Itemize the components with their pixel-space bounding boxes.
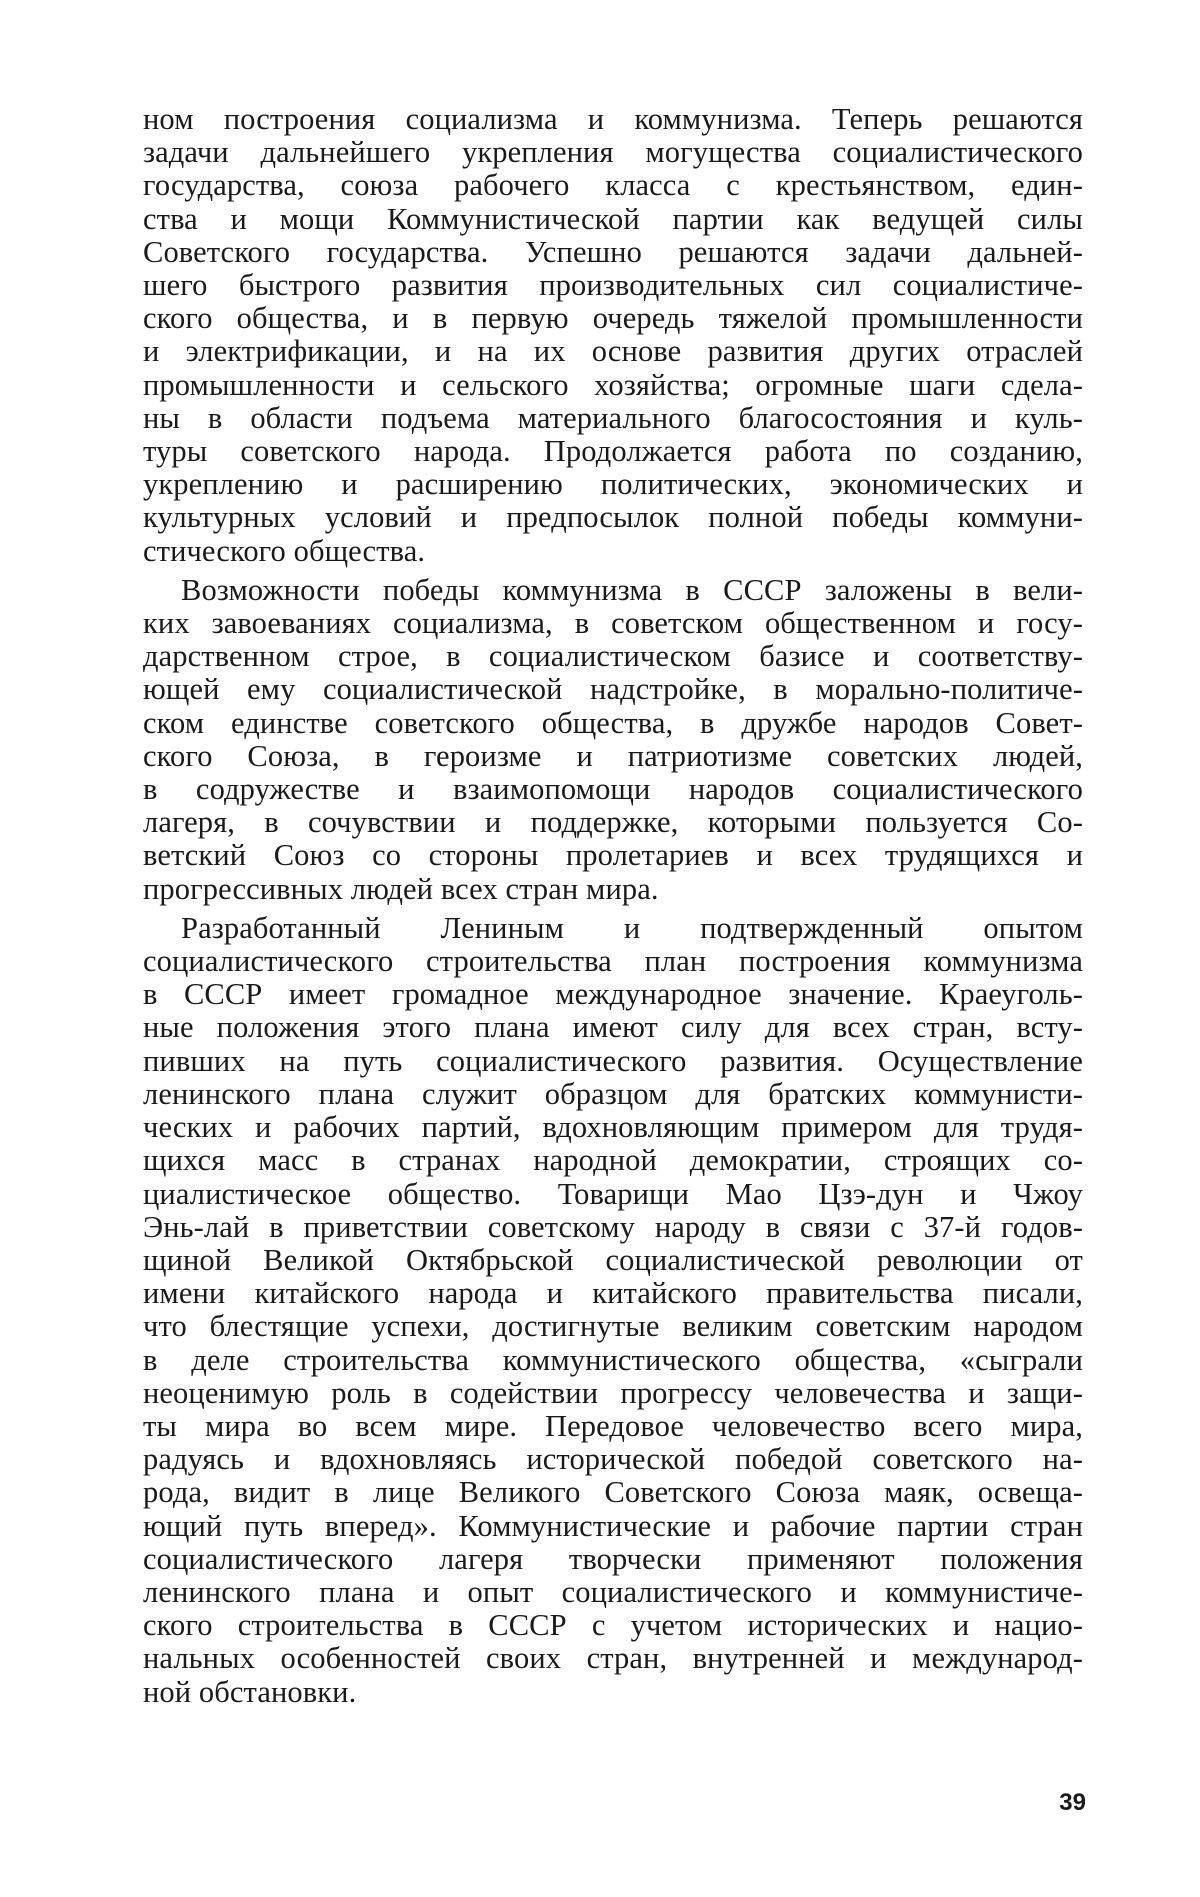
text-line: в СССР имеет громадное международное значение. Краеуголь- bbox=[143, 977, 1083, 1012]
text-line: ском единстве советского общества, в дружбе народов Совет- bbox=[143, 705, 1083, 740]
text-line: Возможности победы коммунизма в СССР заложены в вели- bbox=[181, 572, 1083, 607]
text-line: ные положения этого плана имеют силу для всех стран, всту- bbox=[143, 1010, 1083, 1045]
paragraph-3 bbox=[143, 912, 1083, 1709]
text-line: пивших на путь социалистического развития. Осуществление bbox=[143, 1043, 1083, 1078]
text-line: Разработанный Лениным и подтвержденный опытом bbox=[181, 910, 1083, 945]
text-line: ны в области подъема материального благосостояния и куль- bbox=[143, 400, 1083, 435]
text-line: ющий путь вперед». Коммунистические и рабочие партии стран bbox=[143, 1508, 1083, 1543]
text-line: щихся масс в странах народной демократии, строящих со- bbox=[143, 1143, 1083, 1178]
text-line: ского общества, и в первую очередь тяжелой промышленности bbox=[143, 301, 1083, 336]
paragraph-2 bbox=[143, 574, 1083, 906]
text-line: дарственном строе, в социалистическом базисе и соответству- bbox=[143, 639, 1083, 674]
text-line: стического общества. bbox=[143, 533, 426, 568]
text-line: культурных условий и предпосылок полной победы коммуни- bbox=[143, 500, 1083, 535]
paragraph-1 bbox=[143, 103, 1083, 568]
text-line: государства, союза рабочего класса с крестьянством, един- bbox=[143, 168, 1083, 203]
text-line: и электрификации, и на их основе развития других отраслей bbox=[143, 334, 1083, 369]
text-line: в содружестве и взаимопомощи народов социалистического bbox=[143, 772, 1083, 807]
text-line: ского Союза, в героизме и патриотизме советских людей, bbox=[143, 738, 1083, 773]
text-line: ленинского плана служит образцом для братских коммунисти- bbox=[143, 1076, 1083, 1111]
text-line: ющей ему социалистической надстройке, в морально-политиче- bbox=[143, 672, 1083, 707]
text-line: ной обстановки. bbox=[143, 1674, 357, 1709]
text-line: имени китайского народа и китайского правительства писали, bbox=[143, 1276, 1083, 1311]
text-line: ленинского плана и опыт социалистического и коммунистиче- bbox=[143, 1574, 1083, 1609]
text-line: ты мира во всем мире. Передовое человечество всего мира, bbox=[143, 1408, 1083, 1443]
text-line: задачи дальнейшего укрепления могущества социалистического bbox=[143, 135, 1083, 170]
text-line: Советского государства. Успешно решаются задачи дальней- bbox=[143, 234, 1083, 269]
text-line: в деле строительства коммунистического общества, «сыграли bbox=[143, 1342, 1083, 1377]
text-line: радуясь и вдохновляясь исторической победой советского на- bbox=[143, 1442, 1083, 1477]
text-line: ном построения социализма и коммунизма. Теперь решаются bbox=[143, 102, 1083, 136]
body-text bbox=[143, 103, 1083, 1709]
text-line: ких завоеваниях социализма, в советском общественном и госу- bbox=[143, 606, 1083, 641]
text-line: социалистического строительства план построения коммунизма bbox=[143, 944, 1083, 979]
text-line: Энь-лай в приветствии советскому народу в связи с 37-й годов- bbox=[143, 1209, 1083, 1244]
text-line: ства и мощи Коммунистической партии как ведущей силы bbox=[143, 201, 1083, 236]
page-number: 39 bbox=[1059, 1789, 1086, 1816]
text-line: ческих и рабочих партий, вдохновляющим примером для трудя- bbox=[143, 1110, 1083, 1145]
text-line: туры советского народа. Продолжается работа по созданию, bbox=[143, 434, 1083, 469]
text-line: щиной Великой Октябрьской социалистической революции от bbox=[143, 1242, 1083, 1277]
text-line: ветский Союз со стороны пролетариев и всех трудящихся и bbox=[143, 838, 1083, 873]
text-line: промышленности и сельского хозяйства; огромные шаги сдела- bbox=[143, 367, 1083, 402]
text-line: укреплению и расширению политических, экономических и bbox=[143, 467, 1083, 502]
text-line: циалистическое общество. Товарищи Мао Цзэ-дун и Чжоу bbox=[143, 1176, 1083, 1211]
text-line: шего быстрого развития производительных сил социалистиче- bbox=[143, 268, 1083, 303]
text-line: лагеря, в сочувствии и поддержке, которыми пользуется Со- bbox=[143, 805, 1083, 840]
text-line: рода, видит в лице Великого Советского Союза маяк, освеща- bbox=[143, 1475, 1083, 1510]
text-line: социалистического лагеря творчески применяют положения bbox=[143, 1541, 1083, 1576]
text-line: ского строительства в СССР с учетом исторических и нацио- bbox=[143, 1608, 1083, 1643]
text-line: прогрессивных людей всех стран мира. bbox=[143, 871, 659, 906]
text-line: нальных особенностей своих стран, внутренней и международ- bbox=[143, 1641, 1083, 1676]
text-line: неоценимую роль в содействии прогрессу человечества и защи- bbox=[143, 1375, 1083, 1410]
text-line: что блестящие успехи, достигнутые великим советским народом bbox=[143, 1309, 1083, 1344]
